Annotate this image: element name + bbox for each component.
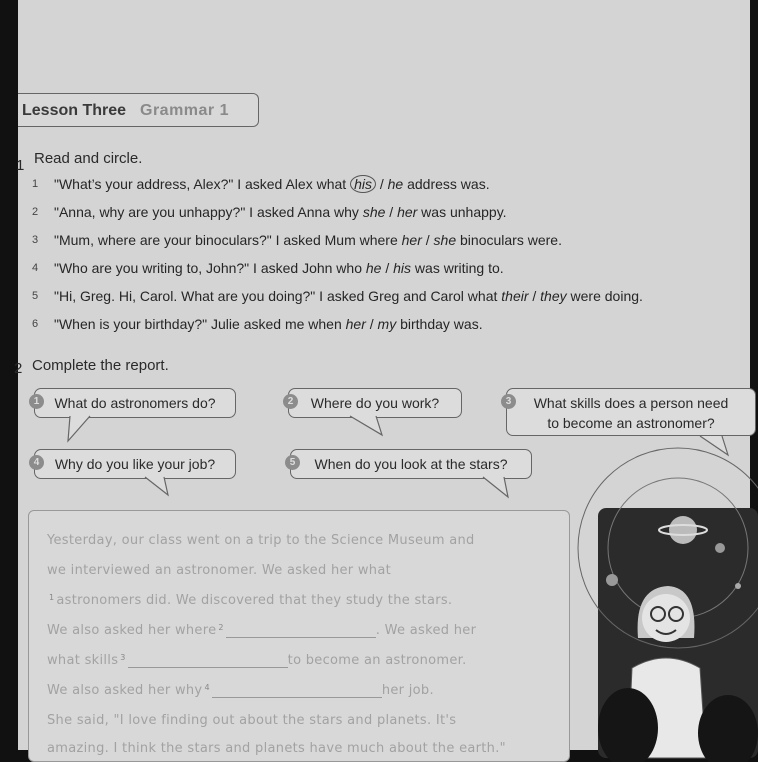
speech-bubble-4: 4 Why do you like your job? (34, 449, 236, 479)
astronomer-illustration (598, 508, 758, 758)
speech-bubble-2: 2 Where do you work? (288, 388, 462, 418)
answer-4-blank[interactable] (212, 683, 382, 698)
choice-option[interactable]: his (393, 260, 412, 276)
answer-1[interactable]: astronomers did (56, 593, 167, 608)
choice-option[interactable]: she (433, 232, 457, 248)
speech-bubble-tail (698, 435, 738, 459)
workbook-page: Lesson Three Grammar 1 1 Read and circle. 1 "What’s your address, Alex?" I asked Alex what his / he address was. 2 "Anna, why are you unhappy?" I asked Anna why she / her was unhappy. 3 "Mum, where are your binoculars?" I asked Mum where her / she binoculars were. 4 "Who are you writing to, John?" I asked John who he / his was writing to. 5 "Hi, Greg. Hi, Carol. What are you doing?" I asked Greg and Carol what their / they were doing. 6 "When is your birthday?" Julie asked me when her / my birthday was. 2 Complete the report. 1 What do astronomers do? 2 Where do you work? 3 What skills does a person need to become an astronomer? 4 Why do you like your job? 5 When do you look at the stars? Yesterday, our class went on a trip to the Science Museum and we interviewed an astronomer. We asked her what $^1$ astronomers did. We discovered that they study the stars. We also asked her where $^2$ . We asked her what skills $^3$ to become an astronomer. We also asked her why $^4$ her job. She said, "I love finding out about the stars and planets. It's amazing. I think the stars and planets have much about the earth." (18, 0, 750, 750)
choice-option[interactable]: their (501, 288, 529, 304)
lesson-title: Lesson Three (22, 102, 127, 119)
speech-bubble-tail (348, 415, 388, 439)
choice-option[interactable]: he (387, 176, 404, 192)
report-text-box: Yesterday, our class went on a trip to the Science Museum and we interviewed an astronomer. We asked her what $^1$ astronomers did. We discovered that they study the stars. We also asked her where $^2$ . We asked her what skills $^3$ to become an astronomer. We also asked her why $^4$ her job. She said, "I love finding out about the stars and planets. It's amazing. I think the stars and planets have much about the earth." (28, 510, 570, 762)
answer-3-blank[interactable] (128, 653, 288, 668)
speech-bubble-tail (482, 476, 512, 500)
exercise-1-number: 1 (16, 157, 25, 174)
speech-bubble-tail (144, 476, 174, 498)
speech-bubble-5: 5 When do you look at the stars? (290, 449, 532, 479)
choice-option[interactable]: he (365, 260, 382, 276)
bubble-number: 2 (283, 394, 298, 409)
bubble-number: 1 (29, 394, 44, 409)
bubble-number: 4 (29, 455, 44, 470)
bubble-number: 5 (285, 455, 300, 470)
bubble-number: 3 (501, 394, 516, 409)
exercise-2-number: 2 (14, 360, 23, 377)
grammar-label: Grammar 1 (140, 102, 229, 119)
exercise-1-title: Read and circle. (34, 150, 143, 167)
lesson-header (18, 93, 259, 127)
choice-option[interactable]: her (401, 232, 422, 248)
choice-option[interactable]: she (362, 204, 386, 220)
answer-2-blank[interactable] (226, 623, 376, 638)
circled-answer[interactable]: his (350, 175, 376, 193)
choice-option[interactable]: they (540, 288, 567, 304)
exercise-2-title: Complete the report. (32, 357, 169, 374)
speech-bubble-3: 3 What skills does a person need to become an astronomer? (506, 388, 756, 436)
speech-bubble-1: 1 What do astronomers do? (34, 388, 236, 418)
choice-option[interactable]: my (377, 316, 397, 332)
choice-option[interactable]: her (345, 316, 366, 332)
speech-bubble-tail (66, 415, 96, 445)
choice-option[interactable]: her (397, 204, 418, 220)
